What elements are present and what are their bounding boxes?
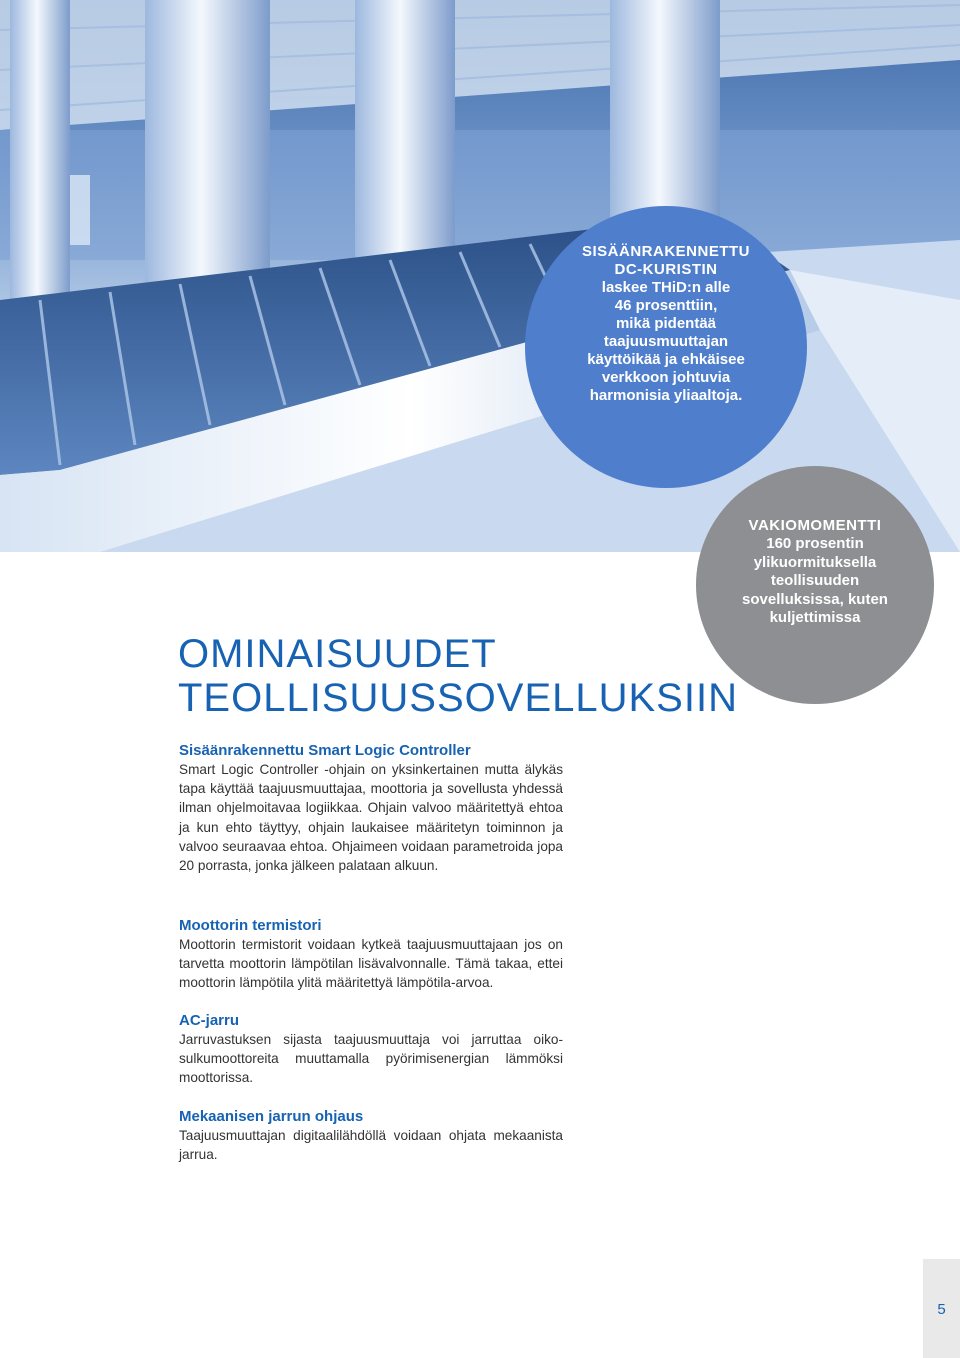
section-ac-brake: [179, 1011, 563, 1088]
section-heading: Mekaanisen jarrun ohjaus: [179, 1108, 364, 1125]
constant-torque-callout-heading: VAKIOMOMENTTI: [748, 516, 882, 534]
dc-choke-callout: [525, 206, 807, 488]
section-text: Jarruvastuksen sijasta taajuusmuuttaja voi jarruttaa oikosulkumoottoreita muuttamalla pyörimisenergian lämmöksi moottorissa.: [179, 1032, 563, 1086]
section-text: Moottorin termistorit voidaan kytkeä taajuusmuuttajaan jos on tarvetta moottorin lämpötilan lisävalvonnalle. Tämä takaa, ettei moottorin lämpötila ylitä määritettyä lämpötila-arvoa.: [179, 937, 563, 991]
page-title-line-2: TEOLLISUUSSOVELLUKSIIN: [178, 676, 738, 720]
section-heading: Moottorin termistori: [179, 917, 322, 934]
section-text: Smart Logic Controller -ohjain on yksinkertainen mutta älykäs tapa käyttää taajuusmuuttajaa, moottoria ja sovellusta yhdessä ilman ohjelmoitavaa logiikkaa. Ohjain valvoo määritettyä ehtoa ja kun ehto täyttyy, ohjain laukaisee määritetyn toiminnon ja valvoo seuraavaa ehtoa. Ohjaimeen voidaan parametroida jopa 20 porrasta, jonka jälkeen palataan alkuun.: [179, 762, 563, 874]
dc-choke-callout-heading: SISÄÄNRAKENNETTU DC-KURISTIN: [581, 243, 750, 278]
section-text: Taajuusmuuttajan digitaalilähdöllä voidaan ohjata mekaanista jarrua.: [179, 1128, 563, 1163]
section-motor-thermistor: [179, 916, 563, 993]
section-smart-logic-controller: [179, 741, 563, 875]
page-number-tab: [923, 1259, 960, 1358]
section-mechanical-brake-control: [179, 1107, 563, 1164]
page-number: 5: [937, 1301, 946, 1318]
page-title: [178, 632, 738, 720]
page-title-line-1: OMINAISUUDET: [178, 632, 497, 676]
section-heading: Sisäänrakennettu Smart Logic Controller: [179, 742, 471, 759]
constant-torque-callout-text: 160 prosentin ylikuormituksella teollisuuden sovelluksissa, kuten kuljettimissa: [742, 535, 888, 626]
dc-choke-callout-text: laskee THiD:n alle 46 prosenttiin, mikä pidentää taajuusmuuttajan käyttöikää ja ehkäisee verkkoon johtuvia harmonisia yliaaltoja.: [587, 279, 745, 404]
section-heading: AC-jarru: [179, 1012, 240, 1029]
